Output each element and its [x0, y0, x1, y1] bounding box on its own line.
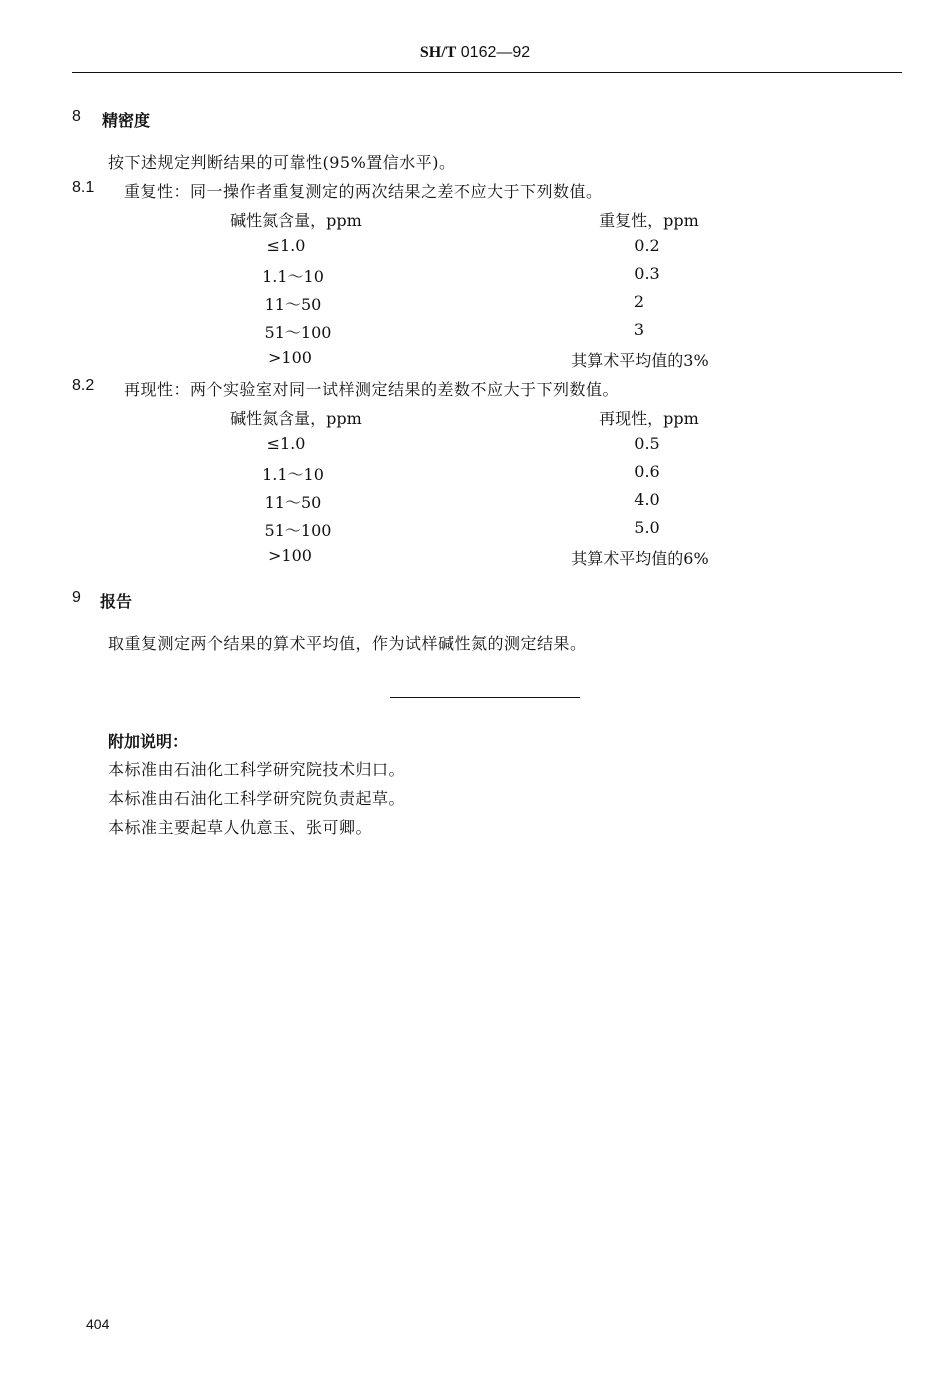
repeat-col-left-header: 碱性氮含量，ppm [230, 211, 362, 230]
notes-line: 本标准由石油化工科学研究院负责起草。 [108, 789, 406, 808]
section-8-title: 精密度 [102, 111, 151, 130]
repeat-row-range: >100 [268, 348, 312, 367]
repeat-row-range: 11～50 [264, 295, 322, 314]
reproduce-row-range: 11～50 [264, 493, 322, 512]
reproduce-row-value: 4.0 [634, 490, 660, 509]
reproduce-col-right-header: 再现性，ppm [599, 409, 699, 428]
repeat-row-range: 51～100 [264, 323, 332, 342]
section-8-number: 8 [72, 108, 81, 125]
repeat-row-value: 3 [633, 320, 645, 339]
section-9-number: 9 [72, 589, 81, 606]
repeat-col-right-header: 重复性，ppm [599, 211, 699, 230]
reproduce-row-range: 1.1～10 [262, 465, 324, 484]
reproduce-col-left-header: 碱性氮含量，ppm [230, 409, 362, 428]
section-8-intro: 按下述规定判断结果的可靠性(95%置信水平)。 [108, 153, 456, 172]
repeat-row-range: 1.1～10 [262, 267, 324, 286]
reproduce-row-range: 51～100 [264, 521, 332, 540]
repeat-row-value: 0.3 [634, 264, 660, 283]
standard-number: 0162—92 [460, 44, 531, 61]
notes-line: 本标准主要起草人仇意玉、张可卿。 [108, 818, 373, 837]
section-9-title: 报告 [100, 592, 133, 611]
reproduce-row-value: 0.6 [634, 462, 660, 481]
notes-line: 本标准由石油化工科学研究院技术归口。 [108, 760, 406, 779]
clause-8-1-text: 重复性：同一操作者重复测定的两次结果之差不应大于下列数值。 [124, 182, 603, 201]
page-number: 404 [86, 1316, 110, 1332]
header-rule [72, 72, 902, 73]
reproduce-row-value: 其算术平均值的6% [571, 549, 709, 568]
repeat-row-value: 其算术平均值的3% [571, 351, 709, 370]
clause-8-1-number: 8.1 [72, 179, 95, 196]
repeat-row-range: ≤1.0 [266, 236, 306, 255]
standard-prefix: SH/T [419, 44, 457, 61]
section-9-text: 取重复测定两个结果的算术平均值，作为试样碱性氮的测定结果。 [108, 634, 587, 653]
standard-code [0, 44, 950, 62]
reproduce-row-value: 0.5 [634, 434, 660, 453]
reproduce-row-value: 5.0 [634, 518, 660, 537]
reproduce-row-range: >100 [268, 546, 312, 565]
clause-8-2-text: 再现性：两个实验室对同一试样测定结果的差数不应大于下列数值。 [124, 380, 620, 399]
end-rule [390, 697, 580, 698]
clause-8-2-number: 8.2 [72, 377, 95, 394]
reproduce-row-range: ≤1.0 [266, 434, 306, 453]
notes-title: 附加说明： [108, 732, 189, 751]
repeat-row-value: 0.2 [634, 236, 660, 255]
repeat-row-value: 2 [633, 292, 645, 311]
